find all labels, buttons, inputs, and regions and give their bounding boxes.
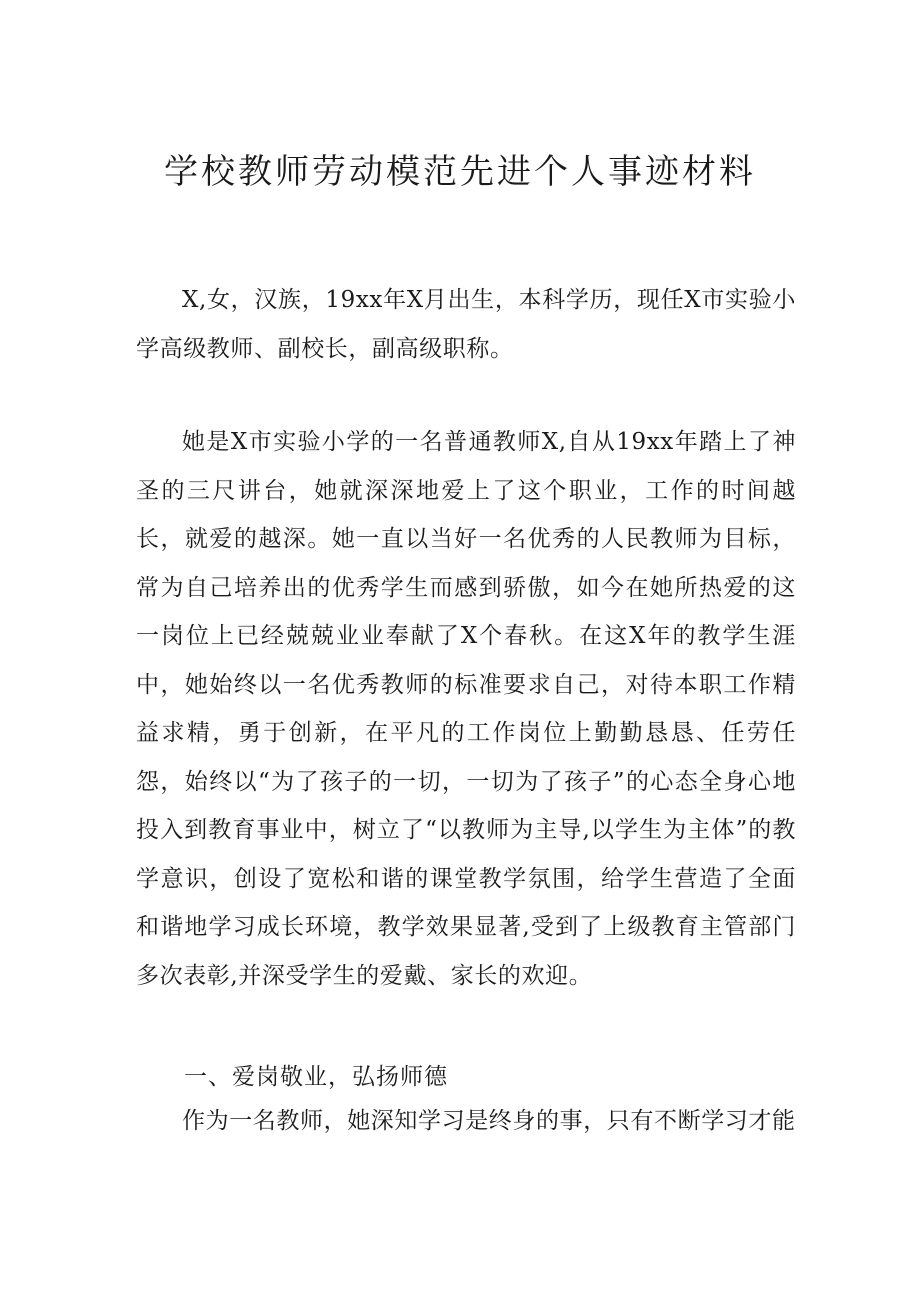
paragraph-intro: X,女，汉族，19xx年X月出生，本科学历，现任X市实验小学高级教师、副校长，副高级职称。: [136, 287, 796, 362]
section-paragraph: 作为一名教师，她深知学习是终身的事，只有不断学习才能: [182, 1108, 796, 1134]
document-title: 学校教师劳动模范先进个人事迹材料: [164, 152, 756, 192]
paragraph-biography: 她是X市实验小学的一名普通教师X,自从19xx年踏上了神圣的三尺讲台，她就深深地爱上了这个职业，工作的时间越长，就爱的越深。她一直以当好一名优秀的人民教师为目标，常为自己培养出的优秀学生而感到骄傲，如今在她所热爱的这一岗位上已经兢兢业业奉献了X个春秋。在这X年的教学生涯中，她始终以一名优秀教师的标准要求自己，对待本职工作精益求精，勇于创新，在平凡的工作岗位上勤勤恳恳、任劳任怨，始终以“为了孩子的一切，一切为了孩子”的心态全身心地投入到教育事业中，树立了“以教师为主导,以学生为主体”的教学意识，创设了宽松和谐的课堂教学氛围，给学生营造了全面和谐地学习成长环境，教学效果显著,受到了上级教育主管部门多次表彰,并深受学生的爱戴、家长的欢迎。: [136, 429, 796, 989]
section-heading: 一、爱岗敬业，弘扬师德: [184, 1064, 448, 1090]
